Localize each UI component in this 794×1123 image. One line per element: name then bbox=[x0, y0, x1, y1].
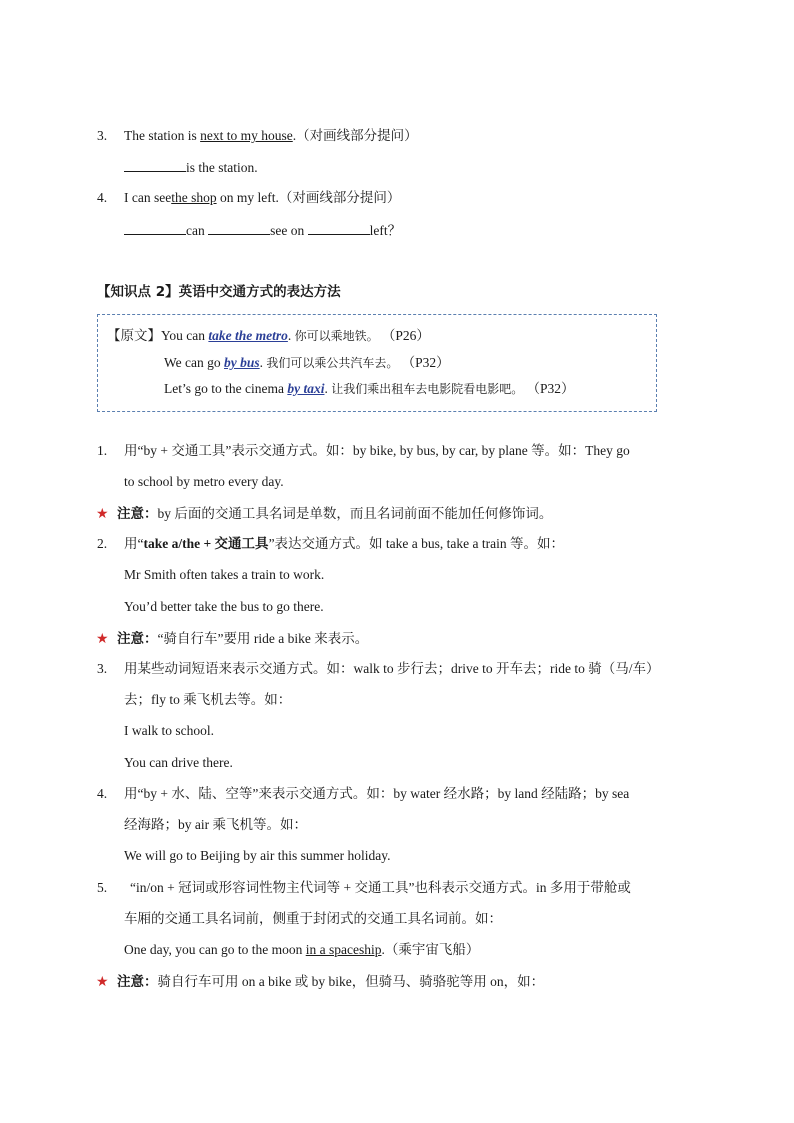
point-5-number: 5. bbox=[97, 880, 108, 895]
underlined-phrase: in a spaceship bbox=[305, 942, 382, 957]
point-4-text-cont: 经海路；by air 乘飞机等。如： bbox=[124, 817, 307, 832]
point-1-text: 用“by + 交通工具”表示交通方式。如：by bike, by bus, by car, by plane 等。如：They go bbox=[124, 443, 630, 458]
star-icon: ★ bbox=[96, 507, 109, 522]
point-3-text: 用某些动词短语来表示交通方式。如：walk to 步行去；drive to 开车去；ride to 骑（马/车） bbox=[124, 661, 660, 676]
point-3-example-1: I walk to school. bbox=[124, 723, 214, 738]
star-icon: ★ bbox=[96, 632, 109, 647]
point-3-example-2: You can drive there. bbox=[124, 755, 233, 770]
underlined-phrase: next to my house bbox=[200, 128, 293, 143]
key-phrase: by taxi bbox=[287, 381, 325, 396]
answer-blank[interactable] bbox=[208, 221, 270, 235]
point-3-text-cont: 去；fly to 乘飞机去等。如： bbox=[124, 692, 292, 707]
point-1-number: 1. bbox=[97, 443, 108, 458]
source-label: 【原文】 bbox=[107, 328, 161, 343]
note-label: 注意： bbox=[117, 506, 158, 521]
key-phrase: take the metro bbox=[208, 328, 288, 343]
point-2-example-2: You’d better take the bus to go there. bbox=[124, 599, 324, 614]
note-2: 注意：“骑自行车”要用 ride a bike 来表示。 bbox=[117, 631, 369, 646]
exercise-4 bbox=[97, 189, 107, 207]
point-2-example-1: Mr Smith often takes a train to work. bbox=[124, 567, 325, 582]
answer-blank[interactable] bbox=[308, 221, 370, 235]
point-5-example-1: One day, you can go to the moon in a spaceship.（乘宇宙飞船） bbox=[124, 942, 480, 957]
star-icon: ★ bbox=[96, 975, 109, 990]
note-label: 注意： bbox=[117, 631, 158, 646]
note-1: 注意：by 后面的交通工具名词是单数，而且名词前面不能加任何修饰词。 bbox=[117, 506, 553, 521]
point-2-text: 用“take a/the + 交通工具”表达交通方式。如 take a bus, take a train 等。如： bbox=[124, 536, 564, 551]
source-line-2: We can go by bus. 我们可以乘公共汽车去。 （P32） bbox=[164, 355, 450, 370]
point-4-text: 用“by + 水、陆、空等”来表示交通方式。如：by water 经水路；by land 经陆路；by sea bbox=[124, 786, 630, 801]
point-1-text-cont: to school by metro every day. bbox=[124, 474, 284, 489]
source-line-1: 【原文】You can take the metro. 你可以乘地铁。 （P26） bbox=[107, 328, 430, 343]
exercise-number: 3. bbox=[97, 128, 108, 143]
exercise-3-answer: is the station. bbox=[124, 158, 258, 177]
exercise-3-question: The station is next to my house.（对画线部分提问） bbox=[124, 128, 418, 143]
underlined-phrase: the shop bbox=[171, 190, 217, 205]
section-heading: 【知识点 2】英语中交通方式的表达方法 bbox=[97, 284, 341, 300]
point-5-text: “in/on + 冠词或形容词性物主代词等 + 交通工具”也科表示交通方式。in 多用于带舱或 bbox=[130, 880, 631, 895]
point-2-number: 2. bbox=[97, 536, 108, 551]
point-4-number: 4. bbox=[97, 786, 108, 801]
exercise-4-question: I can seethe shop on my left.（对画线部分提问） bbox=[124, 190, 401, 205]
key-phrase: by bus bbox=[224, 355, 260, 370]
point-5-text-cont: 车厢的交通工具名词前，侧重于封闭式的交通工具名词前。如： bbox=[124, 911, 502, 926]
answer-blank[interactable] bbox=[124, 221, 186, 235]
point-3-number: 3. bbox=[97, 661, 108, 676]
note-3: 注意：骑自行车可用 on a bike 或 by bike，但骑马、骑骆驼等用 on，如： bbox=[117, 974, 545, 989]
note-label: 注意： bbox=[117, 974, 158, 989]
point-4-example-1: We will go to Beijing by air this summer holiday. bbox=[124, 848, 391, 863]
source-line-3: Let’s go to the cinema by taxi. 让我们乘出租车去电影院看电影吧。 （P32） bbox=[164, 381, 575, 396]
exercise-number: 4. bbox=[97, 190, 108, 205]
exercise-4-answer: can see on left？ bbox=[124, 221, 401, 240]
exercise-3 bbox=[97, 127, 107, 145]
answer-blank[interactable] bbox=[124, 158, 186, 172]
